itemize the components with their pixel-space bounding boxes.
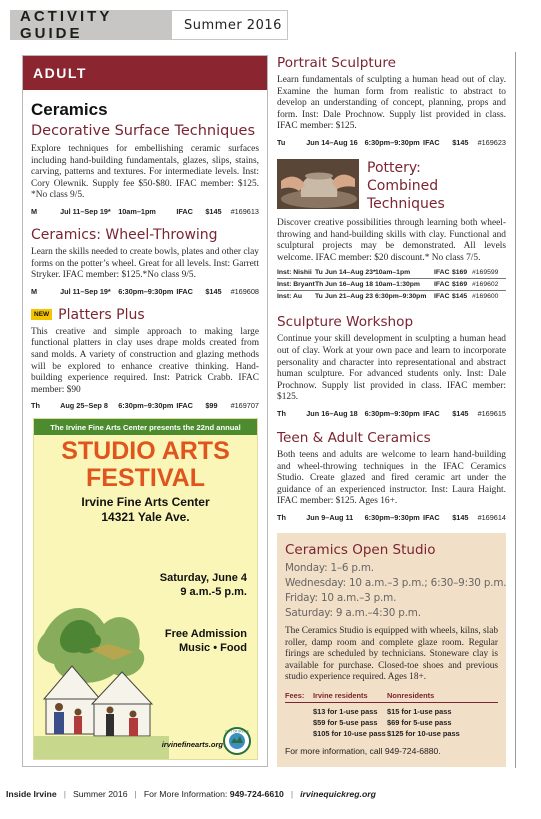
course-number: #169614 [477,512,506,522]
course-number: #169608 [230,286,259,296]
fee-residents: $59 for 5-use pass [313,717,378,727]
session-instructor: Inst: Au [277,293,303,301]
fee-residents: $13 for 1-use pass [313,706,378,716]
session-day: Tu [315,293,323,301]
right-column [277,55,506,534]
session-row [277,267,506,279]
schedule-fee: $99 [205,401,218,411]
session-instructor: Inst: Bryant [277,281,315,289]
class-schedule [31,401,259,410]
class-teen-adult-ceramics [277,430,506,522]
session-fee: $145 [452,293,468,301]
poster-title [34,438,257,492]
poster-venue-name: Irvine Fine Arts Center [81,495,210,509]
schedule-time: 6:30pm–9:30pm [118,286,174,296]
open-studio-description: The Ceramics Studio is equipped with wheels, kilns, slab roller, damp room and complete glaze room. Regular firings are scheduled by technicians. Stoneware clay is available for purchase. Closed-toe shoes and previous studio experience required. Ages 18+. [285,626,498,682]
class-title-row [31,307,259,323]
class-schedule [31,287,259,296]
schedule-day: M [31,206,38,216]
fees-table [285,691,498,739]
left-column [22,55,268,767]
schedule-location: IFAC [176,401,193,411]
course-number: #169602 [472,281,499,289]
schedule-dates: Jul 11–Sep 19* [60,206,111,216]
schedule-time: 6:30pm–9:30pm [364,137,420,147]
poster-venue [34,495,257,525]
class-description: Learn fundamentals of sculpting a human head out of clay. Examine the human form from realistic to abstract to develop an understanding of concept, planning, props and form. Inst: Dale Prochnow. Supply list provided in class. IFAC member: $125. [277,75,506,132]
session-fee: $169 [452,269,468,277]
session-time: 6:30pm–9:30pm [375,293,427,301]
open-studio-hours [285,561,507,621]
fees-label: Fees: [285,690,305,700]
class-description: Continue your skill development in sculpting a human head out of clay. Work at your own pace and learn to incorporate personality and character into representational and abstract human sculpture. For advanced students only. Inst: Dale Prochnow. Supply list provided in class. IFAC member: $125. [277,334,506,403]
schedule-time: 10am–1pm [118,206,156,216]
class-decorative-surface [31,123,259,216]
guide-season: Summer 2016 [172,10,288,40]
open-studio-more-info: For more information, call 949-724-6880. [285,745,441,756]
class-portrait-sculpture [277,55,506,147]
course-number: #169599 [472,269,499,277]
hours-friday: Friday: 10 a.m.–3 p.m. [285,592,397,604]
pottery-header [277,159,506,213]
guide-tag: ACTIVITY GUIDE [10,10,172,40]
pottery-wheel-photo [277,159,359,209]
hours-monday: Monday: 1–6 p.m. [285,562,374,574]
class-title: Portrait Sculpture [277,55,397,71]
session-table [277,267,506,302]
class-title-line3: Techniques [367,195,445,212]
session-instructor: Inst: Nishii [277,269,312,277]
class-schedule [277,513,506,522]
class-schedule [277,409,506,418]
course-number: #169615 [477,408,506,418]
footer-phone: 949-724-6610 [229,789,284,799]
footer-season: Summer 2016 [72,789,128,799]
class-pottery-combined [277,159,506,302]
class-title-line2: Combined [367,177,439,194]
poster-admission-free: Free Admission [164,628,247,640]
schedule-dates: Jun 16–Aug 18 [306,408,358,418]
schedule-day: Th [277,408,286,418]
schedule-location: IFAC [176,206,193,216]
class-description: Both teens and adults are welcome to learn hand-building and wheel-throwing techniques in the IFAC Ceramics Studio. Create glazed and fired ceramic art under the guidance of an experienced instructor. Inst: Laura Haight. IFAC member: $125. Ages 16+. [277,449,506,507]
session-time: 10am–1pm [375,269,411,277]
course-number: #169623 [477,137,506,147]
schedule-time: 6:30pm–9:30pm [118,401,174,411]
schedule-dates: Jun 9–Aug 11 [306,512,354,522]
fee-residents: $105 for 10-use pass [313,728,386,738]
class-title [367,159,445,213]
class-title: Platters Plus [58,306,145,323]
poster-date [160,571,247,599]
poster-date-time: 9 a.m.-5 p.m. [180,586,247,598]
session-dates: Jun 16–Aug 18 [325,281,373,289]
fees-header [285,691,498,703]
fees-col-nonresidents: Nonresidents [387,690,435,700]
class-schedule [31,207,259,216]
hours-wednesday: Wednesday: 10 a.m.–3 p.m.; 6:30–9:30 p.m. [285,577,507,589]
class-title: Teen & Adult Ceramics [277,429,431,446]
schedule-fee: $145 [452,408,469,418]
section-label: ADULT [23,56,267,90]
poster-url: irvinefinearts.org [161,740,223,749]
class-platters-plus [31,307,259,411]
class-description: Discover creative possibilities through learning both wheel-throwing and hand-building skills with clay. Functional and sculptural projects may be demonstrated. All levels welcome. IFAC member: $20 discount.* No class 7/5. [277,217,506,263]
poster-title-line1: STUDIO ARTS [61,437,230,465]
column-divider [515,52,516,768]
session-dates: Jun 21–Aug 23 [325,293,373,301]
fee-nonresidents: $69 for 5-use pass [387,717,452,727]
session-fee: $169 [452,281,468,289]
schedule-location: IFAC [423,512,440,522]
schedule-day: M [31,286,38,296]
poster-admission [165,627,247,655]
course-number: #169613 [230,206,259,216]
festival-poster [33,418,258,760]
poster-title-line2: FESTIVAL [86,464,205,492]
session-location: IFAC [434,269,450,277]
class-sculpture-workshop [277,314,506,418]
open-studio-box [277,533,506,767]
course-number: #169600 [472,293,499,301]
schedule-day: Tu [277,137,286,147]
class-title: Ceramics: Wheel-Throwing [31,226,218,243]
footer-website-link[interactable]: irvinequickreg.org [300,789,376,799]
schedule-day: Th [277,512,286,522]
footer-publication: Inside Irvine [6,789,57,799]
session-day: Tu [315,269,323,277]
course-number: #169707 [230,401,259,411]
schedule-dates: Jun 14–Aug 16 [306,137,358,147]
class-title-line1: Pottery: [367,159,421,176]
schedule-fee: $145 [452,512,469,522]
category-title: Ceramics [31,100,108,119]
schedule-location: IFAC [176,286,193,296]
session-location: IFAC [434,293,450,301]
session-location: IFAC [434,281,450,289]
schedule-location: IFAC [423,408,440,418]
class-schedule [277,138,506,147]
class-title: Sculpture Workshop [277,314,414,331]
schedule-time: 6:30pm–9:30pm [364,408,420,418]
class-description: This creative and simple approach to making large functional platters in clay uses drape molds created from sand molds. A variety of construction and glazing methods will be explored to enhance creative thinking. Hand-building experience required. Inst: Patrick Crabb. IFAC member: $90 [31,326,259,395]
page-footer: Inside Irvine | Summer 2016 | For More Information: 949-724-6610 | irvinequickreg.org [6,789,376,799]
fee-row [285,706,498,717]
session-day: Th [315,281,324,289]
schedule-fee: $145 [452,137,469,147]
seal-text: CITY OF IRVINE [225,729,249,734]
schedule-day: Th [31,401,40,411]
guide-header [10,10,288,40]
poster-date-day: Saturday, June 4 [159,572,247,584]
fee-nonresidents: $15 for 1-use pass [387,706,452,716]
open-studio-title: Ceramics Open Studio [285,542,436,558]
schedule-dates: Jul 11–Sep 19* [60,286,111,296]
fee-nonresidents: $125 for 10-use pass [387,728,460,738]
poster-venue-address: 14321 Yale Ave. [101,510,190,524]
fee-row [285,717,498,728]
session-dates: Jun 14–Aug 23* [325,269,376,277]
poster-admission-extras: Music • Food [178,642,247,654]
session-row [277,279,506,291]
schedule-location: IFAC [423,137,440,147]
fees-col-residents: Irvine residents [313,690,368,700]
hours-saturday: Saturday: 9 a.m.–4:30 p.m. [285,607,421,619]
class-wheel-throwing [31,227,259,296]
class-description: Learn the skills needed to create bowls, plates and other clay forms on the potter’s wheel. Great for all levels. Inst: Garrett Stryker. IFAC member: $125.*No class 9/5. [31,246,259,281]
footer-info-label: For More Information: [143,789,228,799]
city-seal-icon [223,727,251,755]
schedule-fee: $145 [205,286,222,296]
class-title: Decorative Surface Techniques [31,123,256,139]
festival-tents-illustration [34,594,169,759]
fee-row [285,728,498,739]
new-badge: NEW [31,309,52,320]
schedule-time: 6:30pm–9:30pm [364,512,420,522]
schedule-dates: Aug 25–Sep 8 [60,401,108,411]
poster-banner: The Irvine Fine Arts Center presents the 22nd annual [34,419,257,435]
session-row [277,291,506,302]
class-description: Explore techniques for embellishing ceramic surfaces including hand-building fundamentals, glazes, slips, stains, carving, patterns and textures. For intermediate levels. Inst: Cory Olewnik. Supply fee $50-$80. IFAC member: $125. *No class 9/5. [31,144,259,201]
schedule-fee: $145 [205,206,222,216]
session-time: 10am–1:30pm [375,281,420,289]
